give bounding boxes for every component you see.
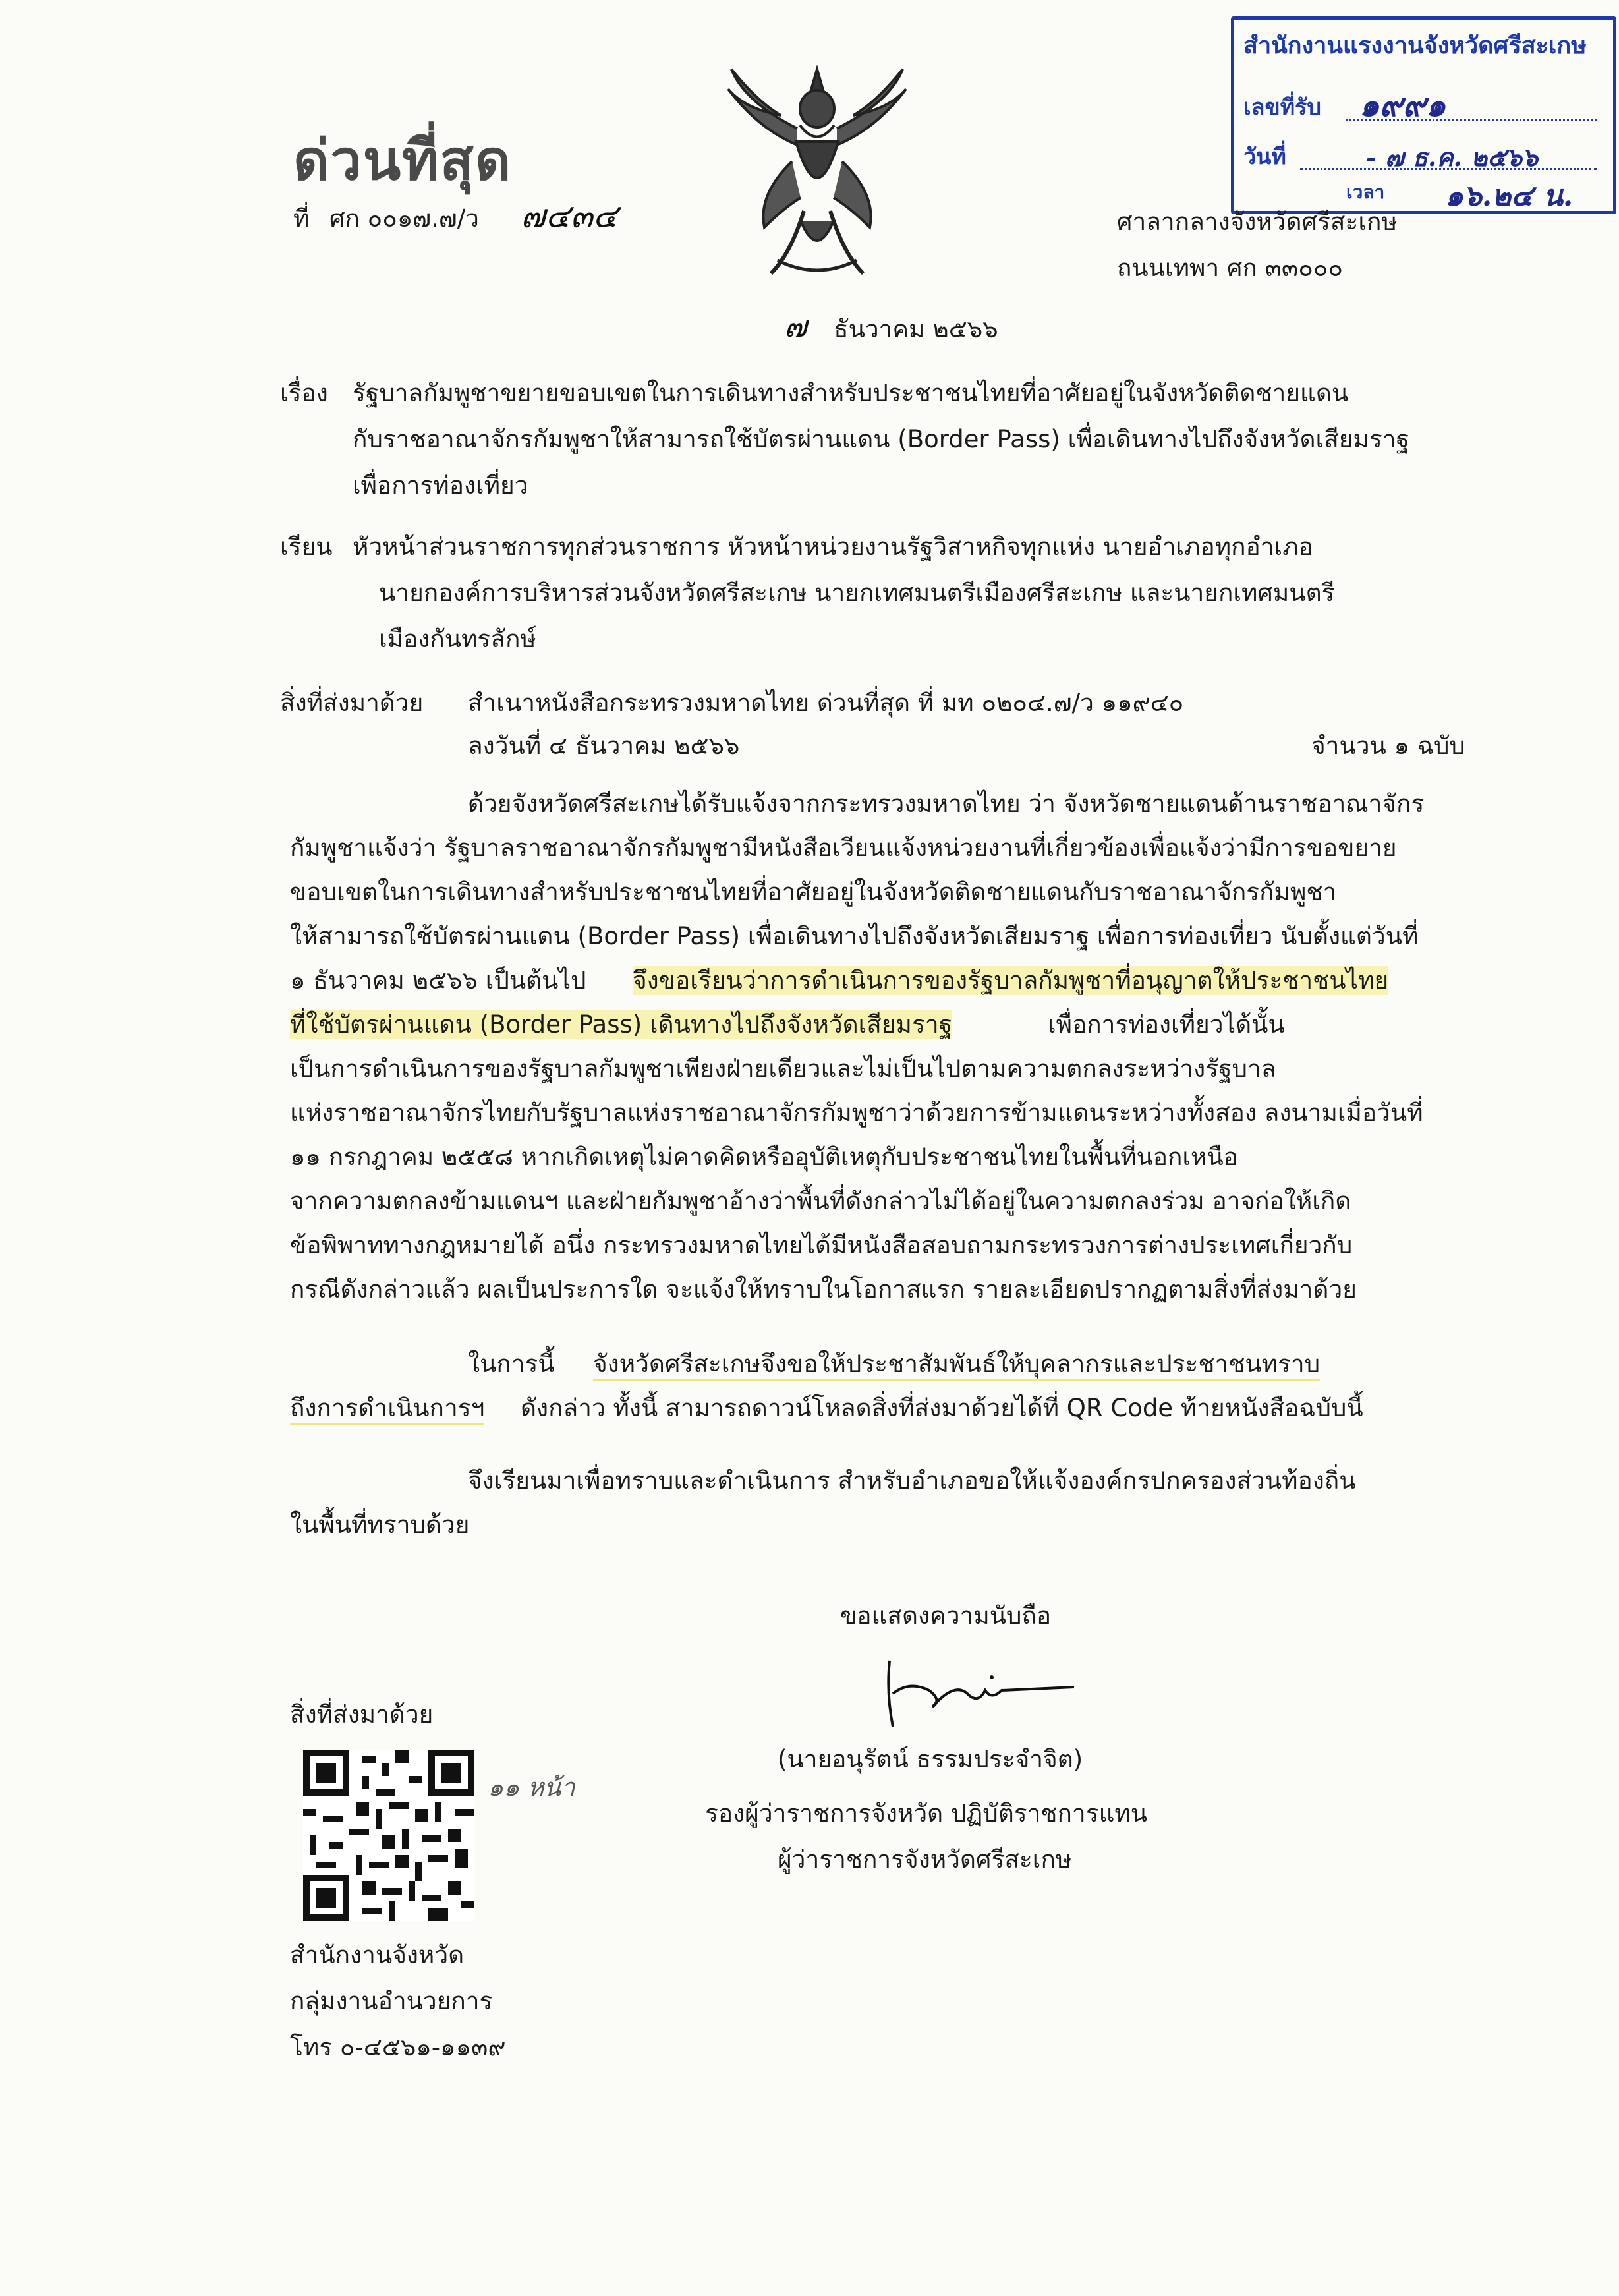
qr-code-icon: [303, 1750, 474, 1921]
stamp-date-label: วันที่: [1243, 144, 1286, 170]
body-para1-line5-highlight: จึงขอเรียนว่าการดำเนินการของรัฐบาลกัมพูชาที่อนุญาตให้ประชาชนไทย: [633, 966, 1389, 994]
enclosure-line1: สำเนาหนังสือกระทรวงมหาดไทย ด่วนที่สุด ที่ มท ๐๒๐๔.๗/ว ๑๑๙๔๐: [468, 689, 1184, 717]
qr-code[interactable]: [303, 1750, 474, 1921]
date-text: ธันวาคม ๒๕๖๖: [834, 315, 998, 343]
sender-address-line2: ถนนเทพา ศก ๓๓๐๐๐: [1117, 254, 1343, 282]
subject-line1: รัฐบาลกัมพูชาขยายขอบเขตในการเดินทางสำหรับประชาชนไทยที่อาศัยอยู่ในจังหวัดติดชายแดน: [353, 379, 1349, 407]
doc-number: ศก ๐๐๑๗.๗/ว: [329, 204, 479, 233]
signer-name: (นายอนุรัตน์ ธรรมประจำจิต): [778, 1745, 1083, 1773]
enclosure-label: สิ่งที่ส่งมาด้วย: [280, 689, 424, 717]
subject-line3: เพื่อการท่องเที่ยว: [353, 471, 528, 500]
body-para2-line2-highlight: ถึงการดำเนินการฯ: [290, 1394, 484, 1425]
to-line2: นายกองค์การบริหารส่วนจังหวัดศรีสะเกษ นายกเทศมนตรีเมืองศรีสะเกษ และนายกเทศมนตรี: [379, 579, 1335, 607]
body-para1-line12: กรณีดังกล่าวแล้ว ผลเป็นประการใด จะแจ้งให้ทราบในโอกาสแรก รายละเอียดปรากฏตามสิ่งที่ส่งมาด้วย: [290, 1275, 1357, 1304]
garuda-icon: [718, 63, 916, 280]
doc-number-hand: ๗๔๓๔: [521, 197, 618, 235]
body-para1-line2: กัมพูชาแจ้งว่า รัฐบาลราชอาณาจักรกัมพูชามีหนังสือเวียนแจ้งหน่วยงานที่เกี่ยวข้องเพื่อแจ้งว่ามีการขอขยาย: [290, 834, 1397, 862]
body-para2-a: ในการนี้: [468, 1350, 555, 1378]
subject-label: เรื่อง: [280, 379, 328, 407]
date-hand: ๗: [784, 308, 807, 344]
footer-line2: กลุ่มงานอำนวยการ: [290, 1987, 493, 2015]
closing-line2: ในพื้นที่ทราบด้วย: [290, 1510, 470, 1539]
body-para1-line1: ด้วยจังหวัดศรีสะเกษได้รับแจ้งจากกระทรวงมหาดไทย ว่า จังหวัดชายแดนด้านราชอาณาจักร: [468, 789, 1425, 818]
body-para1-line4: ให้สามารถใช้บัตรผ่านแดน (Border Pass) เพื่อเดินทางไปถึงจังหวัดเสียมราฐ เพื่อการท่องเที่ยว นับตั้งแต่วันที่: [290, 922, 1419, 950]
stamp-office: สำนักงานแรงงานจังหวัดศรีสะเกษ: [1243, 32, 1587, 59]
body-para1-line6-highlight: ที่ใช้บัตรผ่านแดน (Border Pass) เดินทางไปถึงจังหวัดเสียมราฐ: [290, 1010, 953, 1039]
signer-title2: ผู้ว่าราชการจังหวัดศรีสะเกษ: [778, 1845, 1072, 1874]
signature: [870, 1654, 1081, 1733]
garuda-emblem: [718, 63, 916, 280]
enclosure-count: จำนวน ๑ ฉบับ: [1311, 732, 1465, 760]
stamp-time-value: ๑๖.๒๔ น.: [1445, 179, 1574, 213]
stamp-date-line: [1300, 168, 1597, 170]
to-label: เรียน: [280, 532, 333, 561]
enclosure-line2: ลงวันที่ ๔ ธันวาคม ๒๕๖๖: [468, 732, 740, 760]
body-para1-line6-b: เพื่อการท่องเที่ยวได้นั้น: [1048, 1010, 1285, 1039]
sender-address-line1: ศาลากลางจังหวัดศรีสะเกษ: [1117, 208, 1398, 236]
stamp-date-value: - ๗ ธ.ค. ๒๕๖๖: [1366, 142, 1539, 172]
receipt-stamp: [1231, 16, 1616, 214]
to-line3: เมืองกันทรลักษ์: [379, 625, 536, 653]
qr-label: สิ่งที่ส่งมาด้วย: [290, 1700, 434, 1729]
body-para2-highlight: จังหวัดศรีสะเกษจึงขอให้ประชาสัมพันธ์ให้บุคลากรและประชาชนทราบ: [593, 1350, 1320, 1381]
body-para2-line2-b: ดังกล่าว ทั้งนี้ สามารถดาวน์โหลดสิ่งที่ส่งมาด้วยได้ที่ QR Code ท้ายหนังสือฉบับนี้: [521, 1394, 1363, 1422]
body-para1-line5-a: ๑ ธันวาคม ๒๕๖๖ เป็นต้นไป: [290, 966, 586, 994]
signer-title1: รองผู้ว่าราชการจังหวัด ปฏิบัติราชการแทน: [705, 1799, 1148, 1827]
qr-note-hand: ๑๑ หน้า: [488, 1773, 575, 1802]
stamp-number-line: [1346, 119, 1597, 121]
body-para1-line11: ข้อพิพาททางกฎหมายได้ อนึ่ง กระทรวงมหาดไทยได้มีหนังสือสอบถามกระทรวงการต่างประเทศเกี่ยวกับ: [290, 1231, 1353, 1259]
body-para1-line10: จากความตกลงข้ามแดนฯ และฝ่ายกัมพูชาอ้างว่าพื้นที่ดังกล่าวไม่ได้อยู่ในความตกลงร่วม อาจก่อให้เกิด: [290, 1187, 1351, 1215]
subject-line2: กับราชอาณาจักรกัมพูชาให้สามารถใช้บัตรผ่านแดน (Border Pass) เพื่อเดินทางไปถึงจังหวัดเสียมราฐ: [353, 425, 1409, 453]
salutation: ขอแสดงความนับถือ: [840, 1601, 1052, 1630]
stamp-number-label: เลขที่รับ: [1243, 94, 1321, 121]
stamp-number-value: ๑๙๙๑: [1359, 87, 1446, 124]
to-line1: หัวหน้าส่วนราชการทุกส่วนราชการ หัวหน้าหน่วยงานรัฐวิสาหกิจทุกแห่ง นายอำเภอทุกอำเภอ: [353, 532, 1313, 561]
footer-line1: สำนักงานจังหวัด: [290, 1941, 465, 1969]
doc-number-label: ที่: [293, 204, 310, 233]
body-para1-line9: ๑๑ กรกฎาคม ๒๕๕๘ หากเกิดเหตุไม่คาดคิดหรืออุบัติเหตุกับประชาชนไทยในพื้นที่นอกเหนือ: [290, 1143, 1238, 1171]
urgency-label: ด่วนที่สุด: [293, 127, 513, 192]
body-para1-line8: แห่งราชอาณาจักรไทยกับรัฐบาลแห่งราชอาณาจักรกัมพูชาว่าด้วยการข้ามแดนระหว่างทั้งสอง ลงนามเมื่อวันที่: [290, 1099, 1423, 1127]
signature-icon: [870, 1654, 1081, 1733]
closing-line1: จึงเรียนมาเพื่อทราบและดำเนินการ สำหรับอำเภอขอให้แจ้งองค์กรปกครองส่วนท้องถิ่น: [468, 1466, 1356, 1495]
body-para1-line3: ขอบเขตในการเดินทางสำหรับประชาชนไทยที่อาศัยอยู่ในจังหวัดติดชายแดนกับราชอาณาจักรกัมพูชา: [290, 878, 1337, 906]
body-para1-line7: เป็นการดำเนินการของรัฐบาลกัมพูชาเพียงฝ่ายเดียวและไม่เป็นไปตามความตกลงระหว่างรัฐบาล: [290, 1054, 1276, 1083]
footer-line3: โทร ๐-๔๕๖๑-๑๑๓๙: [290, 2033, 506, 2061]
stamp-time-label: เวลา: [1346, 181, 1385, 203]
